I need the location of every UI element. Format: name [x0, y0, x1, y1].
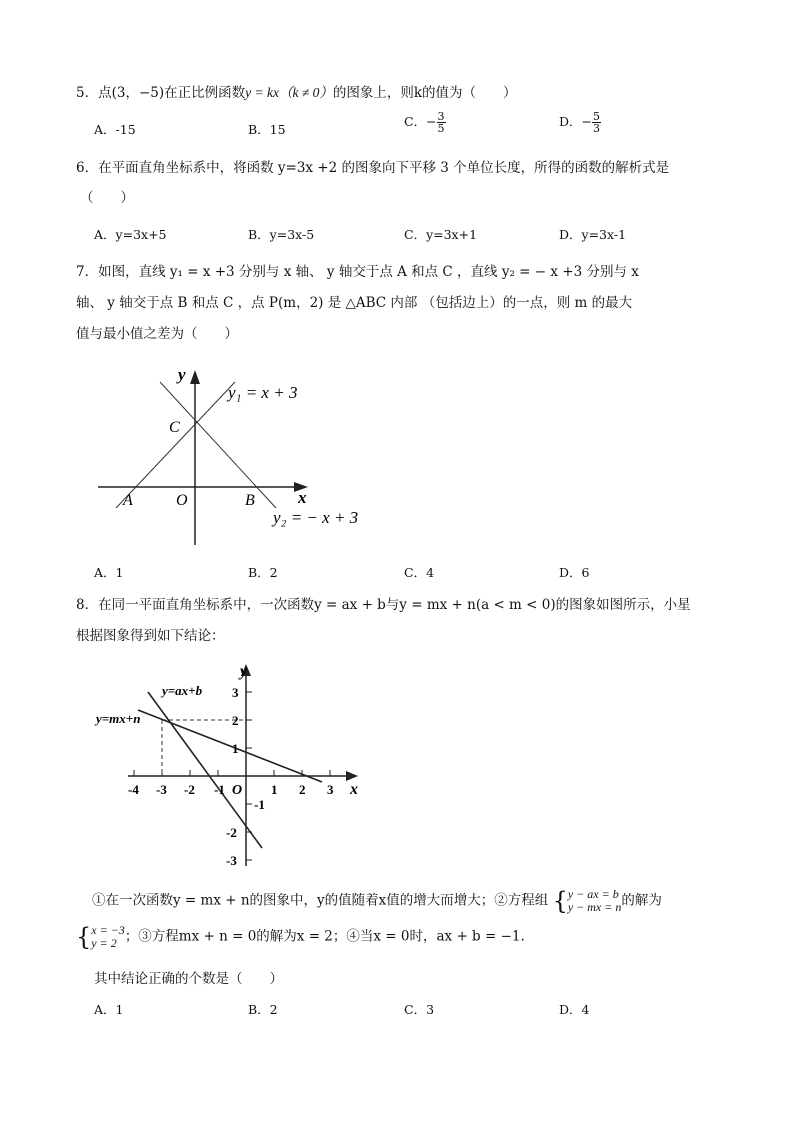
q5-option-d-num: 5: [593, 110, 600, 123]
q5-function: y = kx（k ≠ 0）: [245, 85, 333, 100]
q8-xtick-label: -1: [214, 782, 225, 797]
q5-option-c-den: 5: [437, 122, 445, 135]
q8-conclusion-1-text: ①在一次函数y = mx + n的图象中，y的值随着x值的增大而增大；②方程组: [92, 892, 549, 909]
q7-x-label: x: [298, 488, 307, 507]
q5-option-d-fraction: [592, 111, 601, 134]
q7-line1: 7．如图，直线 y₁ = x +3 分别与 x 轴、 y 轴交于点 A 和点 C ，直线 y₂ = − x +3 分别与 x: [76, 264, 639, 280]
q8-figure: [90, 660, 380, 870]
q8-ytick-label: 1: [232, 741, 239, 756]
q5-option-c-num: 3: [437, 110, 445, 123]
q8-conclusion-1-tail: 的解为: [621, 892, 662, 909]
q5-stem-b: 的图象上，则k的值为（ ）: [332, 85, 517, 101]
q7-figure: [90, 360, 390, 550]
q8-ytick-label: -1: [254, 797, 265, 812]
q6-option-b[interactable]: B．y=3x-5: [248, 227, 315, 242]
q6-line2: （ ）: [80, 190, 134, 206]
q5-option-a[interactable]: A．-15: [94, 122, 136, 137]
q8-label-ax-b: y=ax+b: [162, 683, 203, 698]
q7-option-b[interactable]: B．2: [248, 565, 278, 580]
q7-point-b: B: [245, 492, 255, 509]
q8-line-mx-n: [138, 710, 322, 782]
q8-xtick-label: -4: [128, 782, 139, 797]
q5-option-d-prefix: D．−: [559, 114, 592, 129]
q8-option-a[interactable]: A．1: [94, 1002, 124, 1017]
q8-line1: 8．在同一平面直角坐标系中，一次函数y = ax + b与y = mx + n(a < m < 0)的图象如图所示，小星: [76, 597, 691, 613]
q8-x-label: x: [350, 781, 358, 798]
q8-xtick-label: -2: [184, 782, 195, 797]
q8-line-ax-b: [148, 692, 262, 848]
q8-ytick-label: -3: [226, 853, 237, 868]
q5-option-c-fraction: [437, 111, 446, 134]
q8-system: { y − ax = b y − mx = n: [552, 887, 622, 915]
q7-line3: 值与最小值之差为（ ）: [76, 326, 238, 342]
q6-option-d[interactable]: D．y=3x-1: [559, 227, 627, 242]
q8-ytick-label: 3: [232, 685, 239, 700]
q8-xtick-label: 3: [327, 782, 334, 797]
q5-option-c-prefix: C．−: [404, 114, 437, 129]
q5-option-b[interactable]: B．15: [248, 122, 286, 137]
q8-label-mx-n: y=mx+n: [96, 711, 141, 726]
q7-line-y1: [116, 382, 235, 508]
q7-option-c[interactable]: C．4: [404, 565, 435, 580]
q5-option-c[interactable]: [404, 111, 446, 134]
q8-solution-top: x = −3: [91, 923, 125, 937]
q6-line1: 6．在平面直角坐标系中，将函数 y=3x +2 的图象向下平移 3 个单位长度，所得的函数的解析式是: [76, 160, 670, 176]
q7-point-a: A: [123, 492, 133, 509]
q7-line-y2-label: y₂ = − x + 3: [273, 508, 359, 527]
q8-conclusion-2-text: ；③方程mx + n = 0的解为x = 2；④当x = 0时，ax + b = −1.: [124, 928, 525, 945]
q5-stem-a: 5．点(3，−5)在正比例函数: [76, 85, 246, 101]
q7-point-c: C: [169, 419, 180, 436]
q8-ytick-label: 2: [232, 713, 239, 728]
q6-option-c[interactable]: C．y=3x+1: [404, 227, 478, 242]
q8-system-top: y − ax = b: [567, 887, 619, 901]
q7-option-a[interactable]: A．1: [94, 565, 124, 580]
q8-ytick-label: -2: [226, 825, 237, 840]
q7-y-label: y: [178, 365, 186, 384]
q6-option-a[interactable]: A．y=3x+5: [94, 227, 167, 242]
q8-solution-bottom: y = 2: [91, 936, 117, 950]
q8-x-arrow-icon: [346, 771, 358, 781]
q8-xtick-label: 1: [271, 782, 278, 797]
q5-option-d-den: 3: [593, 122, 600, 135]
q5-stem: [76, 81, 517, 101]
q8-xtick-label: -3: [156, 782, 167, 797]
q8-system-bottom: y − mx = n: [567, 900, 622, 914]
q8-conclusion-line1: [92, 888, 662, 914]
q8-origin-label: O: [232, 783, 243, 798]
q7-y-arrow-icon: [190, 370, 200, 384]
q8-solution: { x = −3 y = 2: [76, 923, 125, 951]
q5-option-d[interactable]: [559, 111, 601, 134]
q8-y-label: y: [240, 663, 248, 680]
q7-line2: 轴、 y 轴交于点 B 和点 C ，点 P(m，2) 是 △ABC 内部 （包括边上）的一点，则 m 的最大: [76, 295, 633, 311]
q8-option-d[interactable]: D．4: [559, 1002, 590, 1017]
q8-prompt: 其中结论正确的个数是（ ）: [94, 971, 283, 987]
q8-option-b[interactable]: B．2: [248, 1002, 278, 1017]
q7-option-d[interactable]: D．6: [559, 565, 590, 580]
q7-line-y1-label: y₁ = x + 3: [228, 383, 298, 402]
q8-line2: 根据图象得到如下结论：: [76, 628, 225, 644]
q8-xtick-label: 2: [299, 782, 306, 797]
q7-origin-label: O: [176, 492, 188, 509]
q8-conclusion-line2: [76, 924, 525, 950]
q8-option-c[interactable]: C．3: [404, 1002, 435, 1017]
